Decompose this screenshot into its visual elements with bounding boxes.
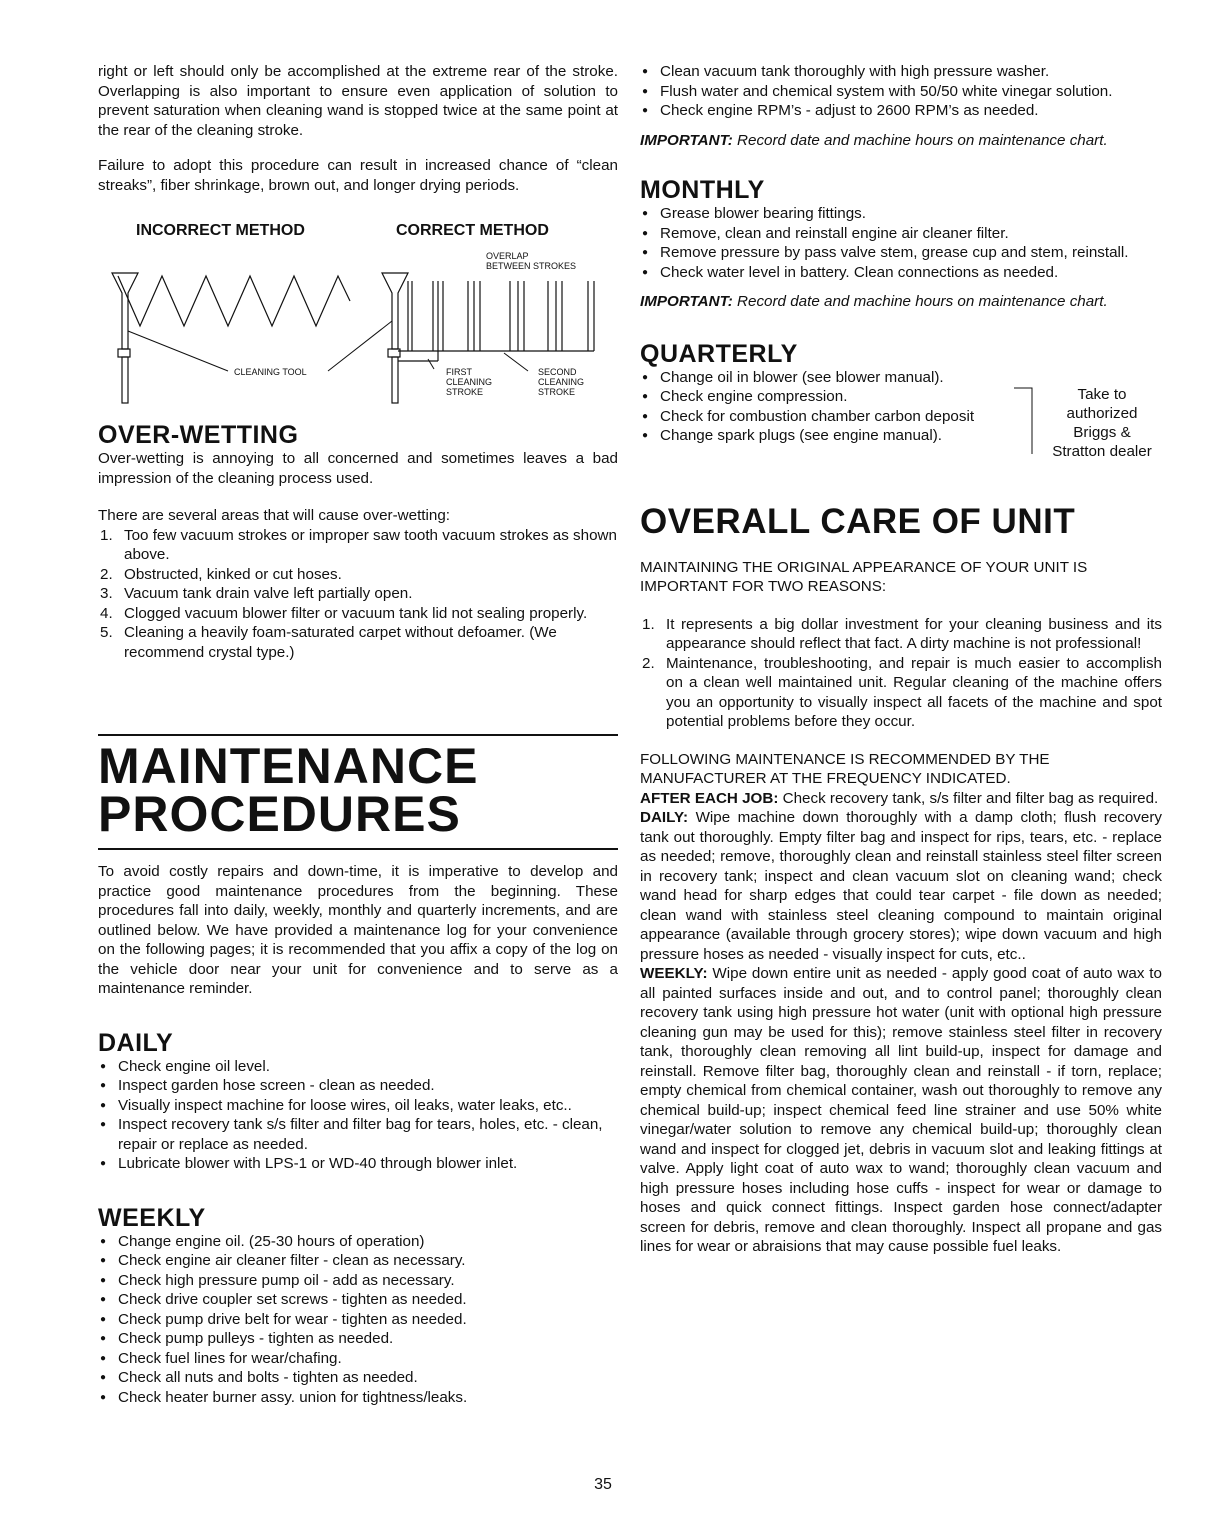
- list-item: ● Flush water and chemical system with 50/50 white vinegar solution.: [640, 82, 1162, 102]
- quarterly-block: [640, 368, 1162, 460]
- overlapping-strokes: [398, 281, 594, 361]
- list-item: ● Check drive coupler set screws - tighten as needed.: [98, 1290, 618, 1310]
- list-item: 5. Cleaning a heavily foam-saturated carpet without defoamer. (We recommend crystal type.): [100, 624, 557, 661]
- over-wetting-causes-list: [98, 526, 618, 663]
- following-maintenance-note: FOLLOWING MAINTENANCE IS RECOMMENDED BY THE MANUFACTURER AT THE FREQUENCY INDICATED.: [640, 750, 1050, 787]
- list-item: ● Inspect garden hose screen - clean as needed.: [98, 1076, 618, 1096]
- important-note-monthly: IMPORTANT: Record date and machine hours on maintenance chart.: [640, 293, 1108, 310]
- list-item: ● Check heater burner assy. union for tightness/leaks.: [98, 1388, 618, 1408]
- maintenance-title: MAINTENANCE PROCEDURES: [98, 738, 479, 842]
- list-item: 2. Maintenance, troubleshooting, and repair is much easier to accomplish on a clean well maintained unit. Regular cleaning of the machine offers you an opportunity to visually inspect all facets of the machine and spot potential problems before they occur.: [642, 654, 1162, 730]
- list-item: 2. Obstructed, kinked or cut hoses.: [100, 565, 342, 583]
- monthly-list: [640, 204, 1162, 282]
- list-item: ● Remove, clean and reinstall engine air cleaner filter.: [640, 224, 1162, 244]
- list-item: ● Check water level in battery. Clean connections as needed.: [640, 263, 1162, 283]
- daily-heading: DAILY: [98, 1028, 174, 1057]
- list-item: ● Clean vacuum tank thoroughly with high pressure washer.: [640, 62, 1162, 82]
- list-item: ● Check engine air cleaner filter - clean as necessary.: [98, 1251, 618, 1271]
- over-wetting-paragraph: Over-wetting is annoying to all concerned and sometimes leaves a bad impression of the cleaning process used.: [98, 450, 618, 487]
- maintenance-intro: To avoid costly repairs and down-time, it is imperative to develop and practice good maintenance procedures from the beginning. These procedures fall into daily, weekly, monthly and quarterly increments, and are outlined below. We have provided a maintenance log for your convenience on the following pages; it is recommended that you affix a copy of the log on the vehicle door near your unit for convenience and to serve as a maintenance reminder.: [98, 863, 618, 997]
- list-item: ● Check pump drive belt for wear - tighten as needed.: [98, 1310, 618, 1330]
- daily-list: [98, 1057, 618, 1174]
- list-item: ● Check fuel lines for wear/chafing.: [98, 1349, 618, 1369]
- list-item: 3. Vacuum tank drain valve left partially open.: [100, 585, 413, 602]
- intro-paragraph-1: right or left should only be accomplished at the extreme rear of the stroke. Overlapping is also important to ensure even application of solution to prevent saturation when cleaning wand is stopped twice at the same point at the rear of the cleaning stroke.: [98, 63, 618, 139]
- over-wetting-causes-intro: There are several areas that will cause over-wetting:: [98, 507, 451, 524]
- cleaning-tool-label: CLEANING TOOL: [234, 367, 307, 377]
- list-item: 1. It represents a big dollar investment for your cleaning business and its appearance should reflect that fact. A dirty machine is not professional!: [642, 615, 1162, 652]
- dealer-note: Take to authorized Briggs & Stratton dealer: [1052, 385, 1152, 460]
- list-item: ● Check engine RPM’s - adjust to 2600 RPM’s as needed.: [640, 101, 1162, 121]
- intro-paragraph-2: Failure to adopt this procedure can result in increased chance of “clean streaks”, fiber shrinkage, brown out, and longer drying periods.: [98, 157, 618, 194]
- list-item: ● Change oil in blower (see blower manual).: [640, 368, 1035, 388]
- quarterly-list: [640, 368, 1035, 446]
- list-item: ● Check all nuts and bolts - tighten as needed.: [98, 1368, 618, 1388]
- left-column: [98, 62, 618, 1407]
- list-item: ● Grease blower bearing fittings.: [640, 204, 1162, 224]
- list-item: ● Lubricate blower with LPS-1 or WD-40 through blower inlet.: [98, 1154, 618, 1174]
- sawtooth-stroke-path: [118, 276, 350, 326]
- list-item: ● Check for combustion chamber carbon deposit: [640, 407, 1035, 427]
- list-item: ● Visually inspect machine for loose wires, oil leaks, water leaks, etc..: [98, 1096, 618, 1116]
- after-each-job-paragraph: AFTER EACH JOB: Check recovery tank, s/s filter and filter bag as required.: [640, 789, 1159, 807]
- list-item: ● Remove pressure by pass valve stem, grease cup and stem, reinstall.: [640, 243, 1162, 263]
- overall-care-reasons: [640, 615, 1162, 732]
- important-note-weekly: IMPORTANT: Record date and machine hours on maintenance chart.: [640, 131, 1108, 149]
- quarterly-heading: QUARTERLY: [640, 339, 798, 368]
- daily-care-paragraph: DAILY: Wipe machine down thoroughly with a damp cloth; flush recovery tank out thoroughly. Empty filter bag and inspect for rips, tears, etc. - replace as needed; remove, thoroughly clean and reinstall stainless steel filter screen in recovery tank; inspect and clean vacuum slot on cleaning wand; check wand head for sharp edges that could tear carpet - file down as needed; clean wand with stainless steel cleaning compound to maintain original appearance (available through grocery stores); wipe down vacuum and high pressure hoses as needed - visually inspect for cuts, etc..: [640, 809, 1162, 963]
- correct-method-label: CORRECT METHOD: [396, 222, 549, 239]
- list-item: ● Change spark plugs (see engine manual).: [640, 426, 1035, 446]
- overlap-label: OVERLAP BETWEEN STROKES: [486, 251, 577, 271]
- list-item: 4. Clogged vacuum blower filter or vacuum tank lid not sealing properly.: [100, 604, 588, 622]
- monthly-heading: MONTHLY: [640, 176, 765, 204]
- list-item: ● Check engine compression.: [640, 387, 1035, 407]
- list-item: ● Check high pressure pump oil - add as necessary.: [98, 1271, 618, 1291]
- weekly-continued-list: [640, 62, 1162, 121]
- over-wetting-heading: OVER-WETTING: [98, 421, 299, 449]
- page-number: 35: [594, 1476, 612, 1493]
- list-item: ● Check pump pulleys - tighten as needed.: [98, 1329, 618, 1349]
- list-item: ● Check engine oil level.: [98, 1057, 618, 1077]
- incorrect-method-label: INCORRECT METHOD: [136, 222, 305, 239]
- first-stroke-label: FIRST CLEANING STROKE: [446, 367, 493, 397]
- right-column: [640, 62, 1162, 1257]
- list-item: ● Change engine oil. (25-30 hours of operation): [98, 1232, 618, 1252]
- cleaning-tool-right: [382, 273, 408, 403]
- overall-care-intro: MAINTAINING THE ORIGINAL APPEARANCE OF YOUR UNIT IS IMPORTANT FOR TWO REASONS:: [640, 558, 1088, 595]
- weekly-care-paragraph: WEEKLY: Wipe down entire unit as needed - apply good coat of auto wax to all painted surfaces inside and out, and to control panel; thoroughly clean recovery tank using high pressure hot water (unit with optional high pressure cleaning gun may be used for this); remove stainless steel filter in recovery tank, thoroughly clean removing all lint build-up, inspect for damage and reinstall. Remove filter bag, thoroughly clean and reinstall - if torn, replace; empty chemical from chemical container, wash out thoroughly to remove any chemical build-up; inspect chemical feed line strainer and use 50% white vinegar/water solution to remove any chemical build-up; thoroughly clean wand and inspect for clogged jet, debris in vacuum slot and leaking fittings at valve. Apply light coat of auto wax to wand; thoroughly clean vacuum and high pressure hoses including hose cuffs - inspect for wear or damage to hoses and quick connect fittings. Inspect garden hose connect/adapter screen for debris, remove and clean thoroughly. Inspect all propane and gas lines for wear or abraisions that may cause possible fuel leaks.: [640, 965, 1162, 1255]
- list-item: 1. Too few vacuum strokes or improper saw tooth vacuum strokes as shown above.: [100, 526, 617, 563]
- maintenance-bottom-rule: [98, 848, 618, 850]
- overall-care-heading: OVERALL CARE OF UNIT: [640, 501, 1076, 541]
- weekly-list: [98, 1232, 618, 1408]
- list-item: ● Inspect recovery tank s/s filter and filter bag for tears, holes, etc. - clean, repair or replace as needed.: [98, 1115, 618, 1154]
- weekly-heading: WEEKLY: [98, 1203, 206, 1232]
- cleaning-method-figure: [98, 221, 618, 421]
- second-stroke-label: SECOND CLEANING STROKE: [538, 367, 585, 397]
